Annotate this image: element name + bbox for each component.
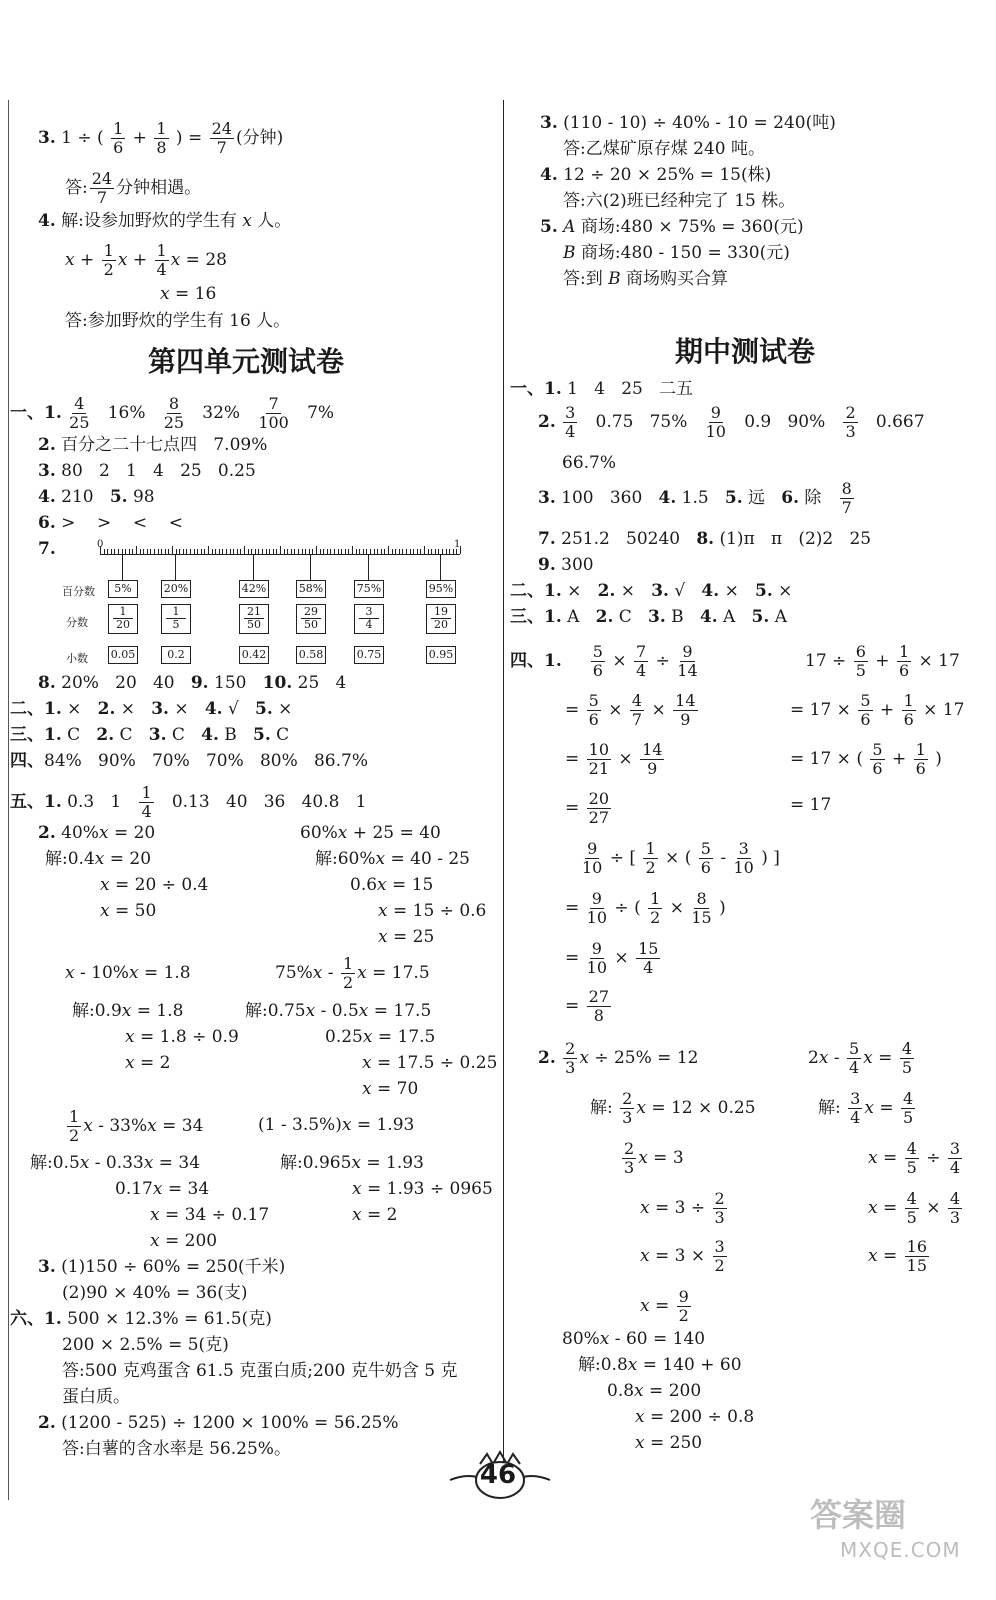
text-line: $\frac{9}{10}$ ÷ [ $\frac{1}{2}$ × ( $\frac{5}{6}$ - $\frac{3}{10}$ ) ] bbox=[582, 839, 780, 877]
percent-box: 5% bbox=[108, 580, 138, 598]
ruler-tick bbox=[392, 549, 393, 554]
ruler-tick bbox=[410, 549, 411, 554]
ruler-tick bbox=[107, 549, 108, 554]
ruler-tick bbox=[381, 549, 382, 554]
text-line: 6. > > < < bbox=[38, 513, 183, 533]
text-line: 3. 80 2 1 4 25 0.25 bbox=[38, 461, 256, 481]
text-line: = $\frac{9}{10}$ ÷ ( $\frac{1}{2}$ × $\frac{8}{15}$ ) bbox=[565, 889, 726, 927]
ruler-tick bbox=[190, 549, 191, 554]
ruler-tick bbox=[161, 549, 162, 554]
decimal-box: 0.58 bbox=[296, 646, 326, 664]
ruler-tick bbox=[276, 549, 277, 554]
text-line: (2)90 × 40% = 36(支) bbox=[62, 1283, 248, 1303]
text-line: 4. 210 5. 98 bbox=[38, 487, 155, 507]
ruler-tick bbox=[370, 549, 371, 554]
ruler-tick bbox=[143, 549, 144, 554]
ruler-tick bbox=[248, 549, 249, 554]
text-line: 一、1. 1 4 25 二五 bbox=[510, 379, 694, 399]
text-line: x = 2 bbox=[125, 1053, 171, 1073]
text-line: 解:0.4x = 20 bbox=[45, 849, 152, 869]
text-line: 8. 20% 20 40 9. 150 10. 25 4 bbox=[38, 673, 347, 693]
ruler-tick bbox=[251, 549, 252, 554]
ruler-tick bbox=[327, 549, 328, 554]
text-line: x = $\frac{4}{5}$ × $\frac{4}{3}$ bbox=[868, 1189, 961, 1227]
ruler-tick bbox=[186, 549, 187, 554]
ruler-tick bbox=[237, 549, 238, 554]
text-line: 7. bbox=[38, 539, 56, 559]
ruler-tick bbox=[366, 549, 367, 554]
text-line: x = 1.8 ÷ 0.9 bbox=[125, 1027, 239, 1047]
text-line: = $\frac{20}{27}$ bbox=[565, 789, 610, 827]
ruler-tick bbox=[240, 549, 241, 554]
text-line: 2. 40%x = 20 bbox=[38, 823, 156, 843]
ruler-tick bbox=[428, 549, 429, 554]
text-line: 答:参加野炊的学生有 16 人。 bbox=[65, 311, 291, 331]
ruler-tick bbox=[435, 549, 436, 554]
ruler-tick bbox=[460, 546, 461, 554]
ruler-tick bbox=[402, 549, 403, 554]
ruler-tick bbox=[197, 549, 198, 554]
text-line: 三、1. A 2. C 3. B 4. A 5. A bbox=[510, 607, 787, 627]
ruler-tick bbox=[219, 549, 220, 554]
text-line: 0.6x = 15 bbox=[350, 875, 434, 895]
text-line: 66.7% bbox=[562, 453, 617, 473]
text-line: 答:到 B 商场购买合算 bbox=[563, 269, 729, 289]
decimal-box: 0.2 bbox=[161, 646, 191, 664]
text-line: (1 - 3.5%)x = 1.93 bbox=[258, 1115, 415, 1135]
text-line: 0.17x = 34 bbox=[115, 1179, 210, 1199]
text-line: x + $\frac{1}{2}$ x + $\frac{1}{4}$ x = 28 bbox=[65, 241, 227, 279]
ruler-tick bbox=[438, 549, 439, 554]
ruler-tick bbox=[269, 549, 270, 554]
ruler-tick bbox=[104, 549, 105, 554]
fraction-box: 3 4 bbox=[354, 604, 384, 634]
text-line: x = 200 bbox=[150, 1231, 218, 1251]
text-line: = $\frac{5}{6}$ × $\frac{4}{7}$ × $\frac{14}{9}$ bbox=[565, 691, 696, 729]
text-line: 7. 251.2 50240 8. (1)π π (2)2 25 bbox=[538, 529, 872, 549]
ruler-tick bbox=[147, 549, 148, 554]
text-line: = 17 bbox=[790, 795, 832, 815]
ruler-tick bbox=[330, 549, 331, 554]
text-line: 答:500 克鸡蛋含 61.5 克蛋白质;200 克牛奶含 5 克 bbox=[62, 1361, 458, 1381]
ruler-tick bbox=[320, 549, 321, 554]
text-line: 4. 12 ÷ 20 × 25% = 15(株) bbox=[540, 165, 772, 185]
text-line: 2x - $\frac{5}{4}$ x = $\frac{4}{5}$ bbox=[808, 1039, 913, 1077]
text-line: 75%x - $\frac{1}{2}$ x = 17.5 bbox=[275, 954, 430, 992]
decimal-box: 0.75 bbox=[354, 646, 384, 664]
ruler-tick bbox=[420, 549, 421, 554]
ruler-tick bbox=[298, 549, 299, 554]
text-line: 蛋白质。 bbox=[62, 1387, 130, 1407]
ruler-tick bbox=[323, 549, 324, 554]
ruler-tick bbox=[255, 549, 256, 554]
text-line: 解: $\frac{3}{4}$ x = $\frac{4}{5}$ bbox=[818, 1089, 914, 1127]
text-line: x = 2 bbox=[352, 1205, 398, 1225]
ruler-tick bbox=[413, 549, 414, 554]
ruler-tick bbox=[129, 549, 130, 554]
ruler-tick bbox=[201, 549, 202, 554]
text-line: x = 3 ÷ $\frac{2}{3}$ bbox=[640, 1189, 725, 1227]
ruler-end-label: 1 bbox=[454, 539, 461, 550]
connector-line bbox=[253, 555, 254, 581]
ruler-tick bbox=[384, 549, 385, 554]
ruler-tick bbox=[453, 549, 454, 554]
ruler-tick bbox=[287, 549, 288, 554]
text-line: 解: $\frac{2}{3}$ x = 12 × 0.25 bbox=[590, 1089, 756, 1127]
watermark-logo: 答案圈 bbox=[810, 1496, 907, 1534]
fraction-box: 29 50 bbox=[296, 604, 326, 634]
text-line: 3. (1)150 ÷ 60% = 250(千米) bbox=[38, 1257, 286, 1277]
ruler-tick bbox=[431, 549, 432, 554]
text-line: 答:白薯的含水率是 56.25%。 bbox=[62, 1439, 291, 1459]
text-line: x = 3 × $\frac{3}{2}$ bbox=[640, 1237, 725, 1275]
connector-line bbox=[310, 555, 311, 581]
text-line: = $\frac{9}{10}$ × $\frac{15}{4}$ bbox=[565, 939, 659, 977]
ruler-tick bbox=[309, 549, 310, 554]
ruler-tick bbox=[132, 549, 133, 554]
text-line: x = $\frac{9}{2}$ bbox=[640, 1287, 689, 1325]
ruler-tick bbox=[446, 549, 447, 554]
ruler-tick bbox=[359, 549, 360, 554]
ruler-tick bbox=[208, 546, 209, 554]
text-line: 60%x + 25 = 40 bbox=[300, 823, 441, 843]
text-line: 解:60%x = 40 - 25 bbox=[315, 849, 470, 869]
text-line: x = 1.93 ÷ 0965 bbox=[352, 1179, 493, 1199]
ruler-tick bbox=[334, 549, 335, 554]
text-line: = $\frac{27}{8}$ bbox=[565, 987, 610, 1025]
ruler-tick bbox=[338, 549, 339, 554]
ruler-tick bbox=[244, 546, 245, 554]
text-line: 一、1. $\frac{4}{25}$ 16% $\frac{8}{25}$ 32% $\frac{7}{100}$ 7% bbox=[10, 394, 335, 432]
ruler-tick bbox=[165, 549, 166, 554]
ruler-tick bbox=[348, 549, 349, 554]
ruler-tick bbox=[388, 546, 389, 554]
ruler-tick bbox=[294, 549, 295, 554]
ruler-tick bbox=[417, 549, 418, 554]
fraction-box: 19 20 bbox=[426, 604, 456, 634]
text-line: = $\frac{10}{21}$ × $\frac{14}{9}$ bbox=[565, 740, 663, 778]
text-line: x = $\frac{16}{15}$ bbox=[868, 1237, 928, 1275]
percent-box: 75% bbox=[354, 580, 384, 598]
ruler-start-label: 0 bbox=[97, 539, 104, 550]
ruler-tick bbox=[341, 549, 342, 554]
row-label-decimal: 小数 bbox=[66, 652, 88, 665]
text-line: 四、1. $\frac{5}{6}$ × $\frac{7}{4}$ ÷ $\frac{9}{14}$ bbox=[510, 642, 698, 680]
text-line: 解:0.9x = 1.8 bbox=[72, 1001, 184, 1021]
ruler-tick bbox=[154, 549, 155, 554]
ruler-tick bbox=[266, 549, 267, 554]
text-line: 解:0.8x = 140 + 60 bbox=[578, 1355, 742, 1375]
text-line: 答: $\frac{24}{7}$ 分钟相遇。 bbox=[65, 169, 202, 207]
ruler-tick bbox=[258, 549, 259, 554]
ruler-tick bbox=[284, 549, 285, 554]
ruler-tick bbox=[122, 549, 123, 554]
ruler-tick bbox=[140, 549, 141, 554]
text-line: 9. 300 bbox=[538, 555, 594, 575]
ruler-tick bbox=[100, 546, 101, 554]
left-border bbox=[8, 100, 9, 1500]
ruler-tick bbox=[377, 549, 378, 554]
text-line: x = 200 ÷ 0.8 bbox=[635, 1407, 755, 1427]
ruler-tick bbox=[424, 546, 425, 554]
ruler-tick bbox=[118, 549, 119, 554]
text-line: $\frac{1}{2}$ x - 33%x = 34 bbox=[69, 1107, 204, 1145]
text-line: 2. $\frac{3}{4}$ 0.75 75% $\frac{9}{10}$ 0.9 90% $\frac{2}{3}$ 0.667 bbox=[538, 403, 925, 441]
ruler-tick bbox=[316, 546, 317, 554]
text-line: x = 25 bbox=[378, 927, 435, 947]
ruler-tick bbox=[262, 549, 263, 554]
text-line: x = 250 bbox=[635, 1433, 703, 1453]
fraction-box: 1 5 bbox=[161, 604, 191, 634]
text-line: 5. A 商场:480 × 75% = 360(元) bbox=[540, 217, 804, 237]
ruler-tick bbox=[352, 546, 353, 554]
text-line: 解:0.75x - 0.5x = 17.5 bbox=[245, 1001, 432, 1021]
ruler-tick bbox=[449, 549, 450, 554]
text-line: 80%x - 60 = 140 bbox=[562, 1329, 706, 1349]
ruler-tick bbox=[168, 549, 169, 554]
ruler-tick bbox=[114, 549, 115, 554]
text-line: 0.8x = 200 bbox=[607, 1381, 702, 1401]
ruler-tick bbox=[215, 549, 216, 554]
connector-line bbox=[175, 555, 176, 581]
ruler-tick bbox=[222, 549, 223, 554]
fraction-box: 1 20 bbox=[108, 604, 138, 634]
ruler-tick bbox=[305, 549, 306, 554]
ruler-tick bbox=[150, 549, 151, 554]
ruler-tick bbox=[273, 549, 274, 554]
ruler-tick bbox=[280, 546, 281, 554]
connector-line bbox=[368, 555, 369, 581]
row-label-fraction: 分数 bbox=[66, 616, 88, 629]
decimal-box: 0.95 bbox=[426, 646, 456, 664]
ruler-tick bbox=[302, 549, 303, 554]
text-line: B 商场:480 - 150 = 330(元) bbox=[563, 243, 790, 263]
percent-box: 95% bbox=[426, 580, 456, 598]
ruler-tick bbox=[158, 549, 159, 554]
text-line: 答:六(2)班已经种完了 15 株。 bbox=[563, 191, 796, 211]
ruler-tick bbox=[291, 549, 292, 554]
text-line: 3. (110 - 10) ÷ 40% - 10 = 240(吨) bbox=[540, 113, 836, 133]
connector-line bbox=[440, 555, 441, 581]
ruler-tick bbox=[374, 549, 375, 554]
text-line: x = 70 bbox=[362, 1079, 419, 1099]
percent-box: 20% bbox=[161, 580, 191, 598]
ruler-tick bbox=[395, 549, 396, 554]
page-number: 46 bbox=[479, 1460, 517, 1490]
text-line: = 17 × ( $\frac{5}{6}$ + $\frac{1}{6}$ ) bbox=[790, 740, 942, 778]
decimal-box: 0.05 bbox=[108, 646, 138, 664]
ruler-tick bbox=[176, 549, 177, 554]
text-line: x - 10%x = 1.8 bbox=[65, 963, 191, 983]
ruler-line bbox=[100, 554, 460, 555]
percent-box: 42% bbox=[239, 580, 269, 598]
ruler-tick bbox=[312, 549, 313, 554]
text-line: 答:乙煤矿原存煤 240 吨。 bbox=[563, 139, 765, 159]
ruler-tick bbox=[399, 549, 400, 554]
text-line: 四、84% 90% 70% 70% 80% 86.7% bbox=[10, 751, 368, 771]
text-line: = 17 × $\frac{5}{6}$ + $\frac{1}{6}$ × 17 bbox=[790, 691, 965, 729]
ruler-tick bbox=[183, 549, 184, 554]
text-line: x = 34 ÷ 0.17 bbox=[150, 1205, 270, 1225]
ruler-tick bbox=[456, 549, 457, 554]
text-line: 0.25x = 17.5 bbox=[325, 1027, 436, 1047]
ruler-tick bbox=[356, 549, 357, 554]
text-line: x = 16 bbox=[160, 284, 217, 304]
text-line: 2. (1200 - 525) ÷ 1200 × 100% = 56.25% bbox=[38, 1413, 399, 1433]
text-line: x = $\frac{4}{5}$ ÷ $\frac{3}{4}$ bbox=[868, 1139, 961, 1177]
decimal-box: 0.42 bbox=[239, 646, 269, 664]
text-line: 解:0.965x = 1.93 bbox=[280, 1153, 424, 1173]
ruler-tick bbox=[204, 549, 205, 554]
connector-line bbox=[122, 555, 123, 581]
text-line: 17 ÷ $\frac{6}{5}$ + $\frac{1}{6}$ × 17 bbox=[805, 642, 960, 680]
text-line: 二、1. × 2. × 3. √ 4. × 5. × bbox=[510, 581, 793, 601]
percent-box: 58% bbox=[296, 580, 326, 598]
fraction-box: 21 50 bbox=[239, 604, 269, 634]
text-line: 二、1. × 2. × 3. × 4. √ 5. × bbox=[10, 699, 293, 719]
text-line: 2. 百分之二十七点四 7.09% bbox=[38, 435, 268, 455]
ruler-tick bbox=[363, 549, 364, 554]
text-line: x = 15 ÷ 0.6 bbox=[378, 901, 487, 921]
ruler-tick bbox=[442, 549, 443, 554]
text-line: $\frac{2}{3}$ x = 3 bbox=[624, 1139, 684, 1177]
watermark-url: MXQE.COM bbox=[840, 1538, 961, 1562]
ruler-tick bbox=[212, 549, 213, 554]
text-line: 3. 100 360 4. 1.5 5. 远 6. 除 $\frac{8}{7}$ bbox=[538, 479, 852, 517]
text-line: x = 17.5 ÷ 0.25 bbox=[362, 1053, 498, 1073]
ruler-tick bbox=[230, 549, 231, 554]
text-line: x = 20 ÷ 0.4 bbox=[100, 875, 209, 895]
text-line: 六、1. 500 × 12.3% = 61.5(克) bbox=[10, 1309, 272, 1329]
text-line: 三、1. C 2. C 3. C 4. B 5. C bbox=[10, 725, 290, 745]
ruler-tick bbox=[136, 546, 137, 554]
ruler-tick bbox=[179, 549, 180, 554]
text-line: x = 50 bbox=[100, 901, 157, 921]
ruler-tick bbox=[111, 549, 112, 554]
text-line: 4. 解:设参加野炊的学生有 x 人。 bbox=[38, 211, 292, 231]
ruler-tick bbox=[125, 549, 126, 554]
text-line: 200 × 2.5% = 5(克) bbox=[62, 1335, 229, 1355]
ruler-tick bbox=[345, 549, 346, 554]
column-divider bbox=[503, 100, 504, 1490]
text-line: 3. 1 ÷ ( $\frac{1}{6}$ + $\frac{1}{8}$ ) = $\frac{24}{7}$ (分钟) bbox=[38, 119, 284, 157]
ruler-tick bbox=[172, 546, 173, 554]
text-line: 解:0.5x - 0.33x = 34 bbox=[30, 1153, 201, 1173]
ruler-tick bbox=[406, 549, 407, 554]
ruler-tick bbox=[194, 549, 195, 554]
section-title-midterm: 期中测试卷 bbox=[675, 335, 816, 368]
ruler-tick bbox=[233, 549, 234, 554]
text-line: 五、1. 0.3 1 $\frac{1}{4}$ 0.13 40 36 40.8 1 bbox=[10, 783, 367, 821]
row-label-percent: 百分数 bbox=[62, 585, 95, 598]
section-title-unit4: 第四单元测试卷 bbox=[148, 345, 345, 378]
ruler-tick bbox=[226, 549, 227, 554]
text-line: 2. $\frac{2}{3}$ x ÷ 25% = 12 bbox=[538, 1039, 699, 1077]
